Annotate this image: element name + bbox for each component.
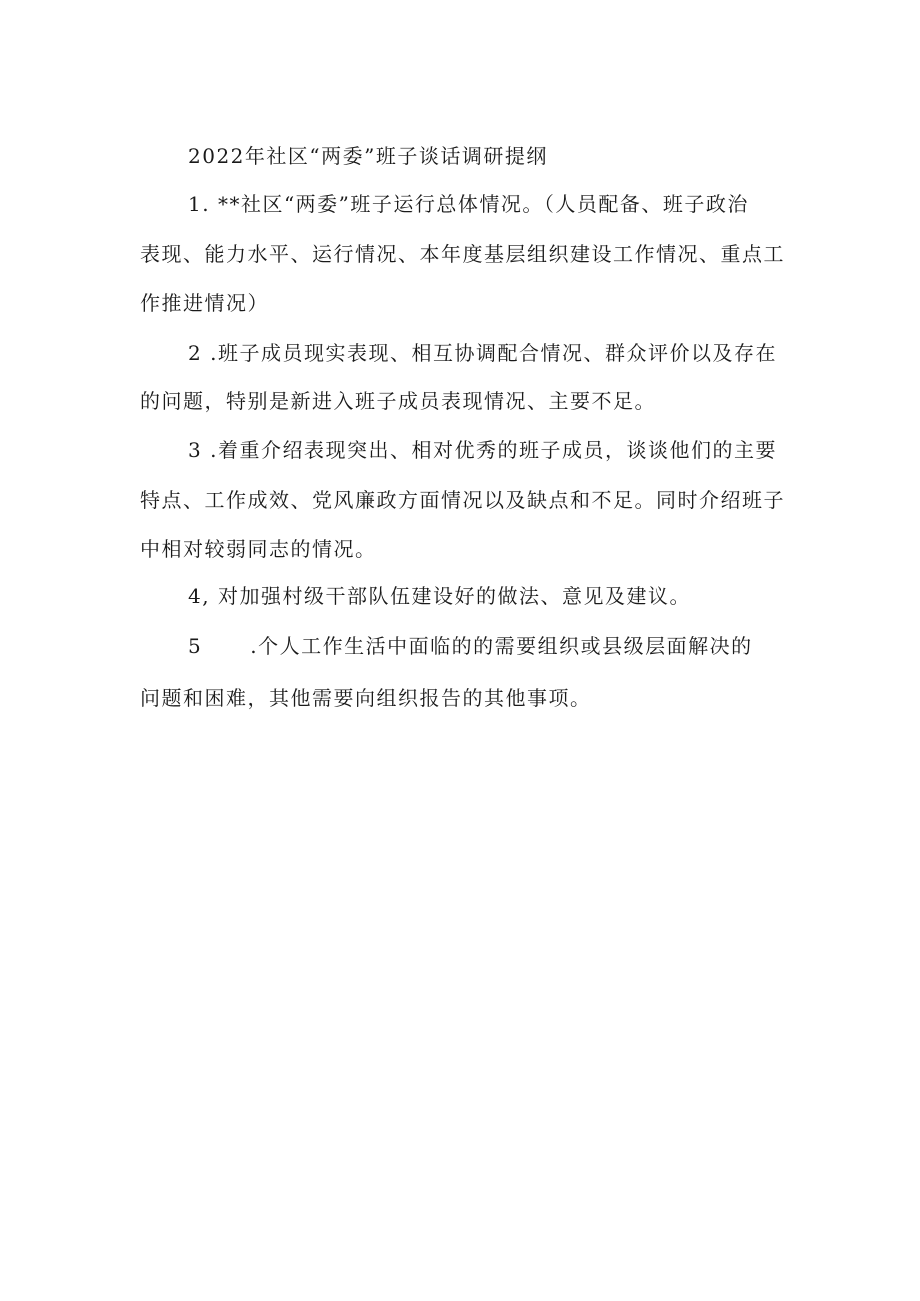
item-5-line-2: 问题和困难，其他需要向组织报告的其他事项。 xyxy=(140,686,592,710)
item-4-line-1: 4, 对加强村级干部队伍建设好的做法、意见及建议。 xyxy=(188,584,691,608)
item-2-line-2: 的问题，特别是新进入班子成员表现情况、主要不足。 xyxy=(140,389,656,413)
item-1-line-3: 作推进情况） xyxy=(140,291,269,315)
document-title: 2022年社区“两委”班子谈话调研提纲 xyxy=(188,144,548,168)
item-2-line-1: 2 .班子成员现实表现、相互协调配合情况、群众评价以及存在 xyxy=(188,341,777,365)
item-3-line-3: 中相对较弱同志的情况。 xyxy=(140,537,377,561)
item-1-line-2: 表现、能力水平、运行情况、本年度基层组织建设工作情况、重点工 xyxy=(140,242,785,266)
item-5-line-1 xyxy=(188,632,753,660)
item-1-line-1: 1. **社区“两委”班子运行总体情况。（人员配备、班子政治 xyxy=(188,192,749,216)
item-3-line-2: 特点、工作成效、党风廉政方面情况以及缺点和不足。同时介绍班子 xyxy=(140,488,785,512)
item-3-line-1: 3 .着重介绍表现突出、相对优秀的班子成员，谈谈他们的主要 xyxy=(188,438,777,462)
item-5-number: 5 xyxy=(188,634,203,658)
item-5-text: .个人工作生活中面临的的需要组织或县级层面解决的 xyxy=(250,634,753,658)
